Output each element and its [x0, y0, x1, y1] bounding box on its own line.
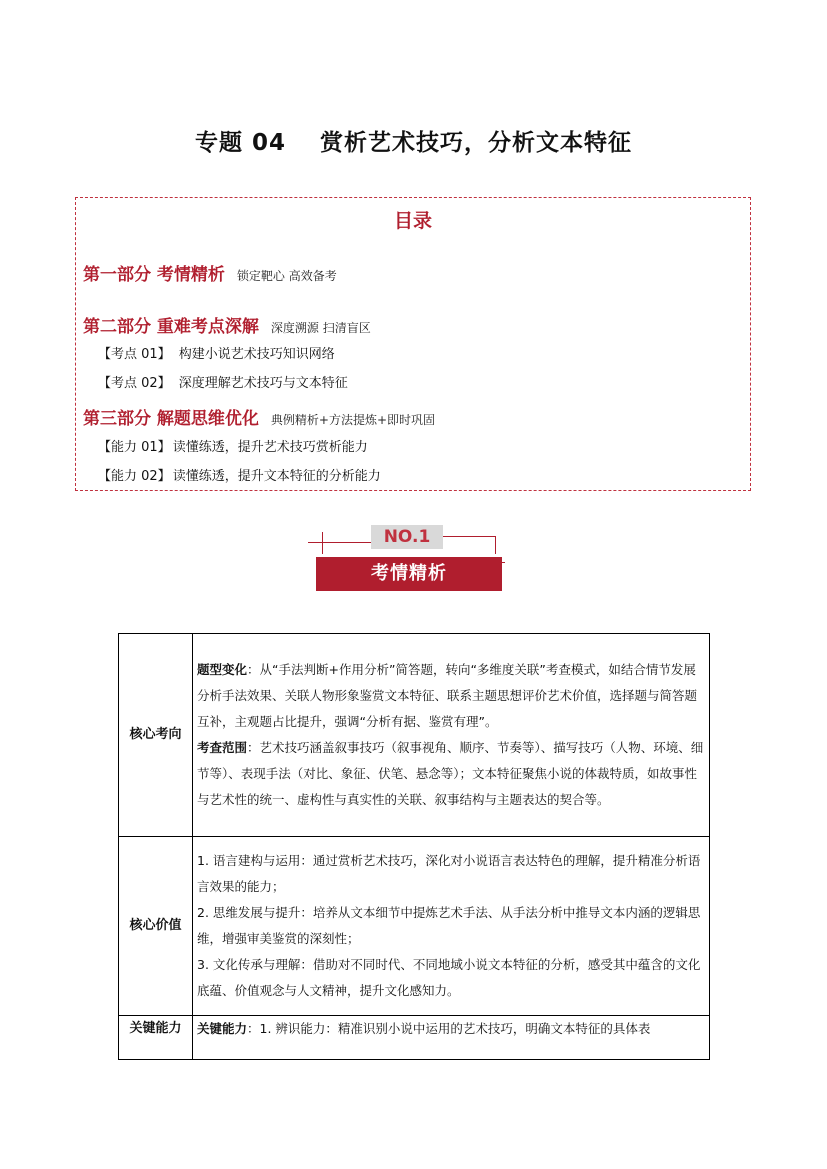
row-header-core-value: 核心价值	[119, 837, 193, 1016]
row-body-core-value	[193, 837, 710, 1016]
table-row	[119, 837, 710, 1016]
row-header-core-direction: 核心考向	[119, 634, 193, 837]
value-item-1: 1. 语言建构与运用：通过赏析艺术技巧，深化对小说语言表达特色的理解，提升精准分析语言效果的能力；	[197, 853, 701, 894]
toc-item-text: 读懂练透，提升艺术技巧赏析能力	[172, 440, 368, 455]
toc-item-kaodian-01[interactable]	[98, 343, 335, 362]
exam-analysis-table	[118, 633, 710, 1060]
row-body-core-direction	[193, 634, 710, 837]
toc-item-nengli-02[interactable]	[98, 465, 381, 484]
toc-part-subtitle: 深度溯源 扫清盲区	[270, 321, 371, 335]
paragraph-text: ：艺术技巧涵盖叙事技巧（叙事视角、顺序、节奏等）、描写技巧（人物、环境、细节等）、表现手法（对比、象征、伏笔、悬念等）；文本特征聚焦小说的体裁特质，如故事性与艺术性的统一、虚构性与真实性的关联、叙事结构与主题表达的契合等。	[197, 740, 704, 807]
toc-heading: 目录	[393, 210, 432, 232]
toc-part-1[interactable]	[83, 260, 337, 285]
paragraph-text: ：从“手法判断+作用分析”简答题，转向“多维度关联”考查模式，如结合情节发展分析手法效果、关联人物形象鉴赏文本特征、联系主题思想评价艺术价值，选择题与简答题互补，主观题占比提升，强调“分析有据、鉴赏有理”。	[197, 662, 698, 729]
paragraph-text: ：1. 辨识能力：精准识别小说中运用的艺术技巧，明确文本特征的具体表	[247, 1021, 651, 1036]
title-main: 赏析艺术技巧，分析文本特征	[320, 130, 632, 156]
paragraph-question-type	[197, 657, 705, 735]
row-header-key-ability: 关键能力	[119, 1016, 193, 1060]
toc-item-tag: 【考点 02】	[98, 376, 171, 391]
toc-part-title: 第一部分 考情精析	[83, 265, 225, 285]
table-row	[119, 1016, 710, 1060]
toc-item-nengli-01[interactable]	[98, 436, 368, 455]
toc-part-title: 第二部分 重难考点深解	[83, 317, 259, 337]
toc-part-3[interactable]	[83, 404, 435, 429]
banner-number: NO.1	[371, 525, 443, 549]
section-banner	[308, 518, 508, 598]
toc-item-text: 构建小说艺术技巧知识网络	[178, 347, 335, 362]
paragraph-lead: 关键能力	[197, 1021, 248, 1036]
toc-item-tag: 【能力 02】	[98, 469, 171, 484]
toc-part-2[interactable]	[83, 312, 371, 337]
document-title	[0, 124, 827, 157]
value-item-2: 2. 思维发展与提升：培养从文本细节中提炼艺术手法、从手法分析中推导文本内涵的逻辑思维，增强审美鉴赏的深刻性；	[197, 905, 701, 946]
toc-part-subtitle: 锁定靶心 高效备考	[236, 269, 337, 283]
toc-item-kaodian-02[interactable]	[98, 372, 348, 391]
paragraph-lead: 考查范围	[197, 740, 248, 755]
value-item-3: 3. 文化传承与理解：借助对不同时代、不同地域小说文本特征的分析，感受其中蕴含的文化底蕴、价值观念与人文精神，提升文化感知力。	[197, 957, 701, 998]
row-body-key-ability	[193, 1016, 710, 1060]
toc-item-tag: 【能力 01】	[98, 440, 171, 455]
toc-item-text: 深度理解艺术技巧与文本特征	[178, 376, 348, 391]
banner-label: 考情精析	[316, 557, 502, 591]
banner-rule-left	[308, 542, 371, 543]
banner-rule-right	[443, 536, 495, 537]
toc-part-title: 第三部分 解题思维优化	[83, 409, 259, 429]
table-of-contents	[75, 197, 751, 491]
table-row	[119, 634, 710, 837]
banner-rule-tick	[322, 532, 323, 554]
paragraph-exam-scope	[197, 735, 705, 813]
paragraph-lead: 题型变化	[197, 662, 248, 677]
toc-part-subtitle: 典例精析+方法提炼+即时巩固	[270, 413, 436, 427]
title-prefix: 专题 04	[194, 130, 286, 156]
banner-rule-drop	[495, 536, 496, 554]
toc-item-tag: 【考点 01】	[98, 347, 171, 362]
toc-item-text: 读懂练透，提升文本特征的分析能力	[172, 469, 381, 484]
